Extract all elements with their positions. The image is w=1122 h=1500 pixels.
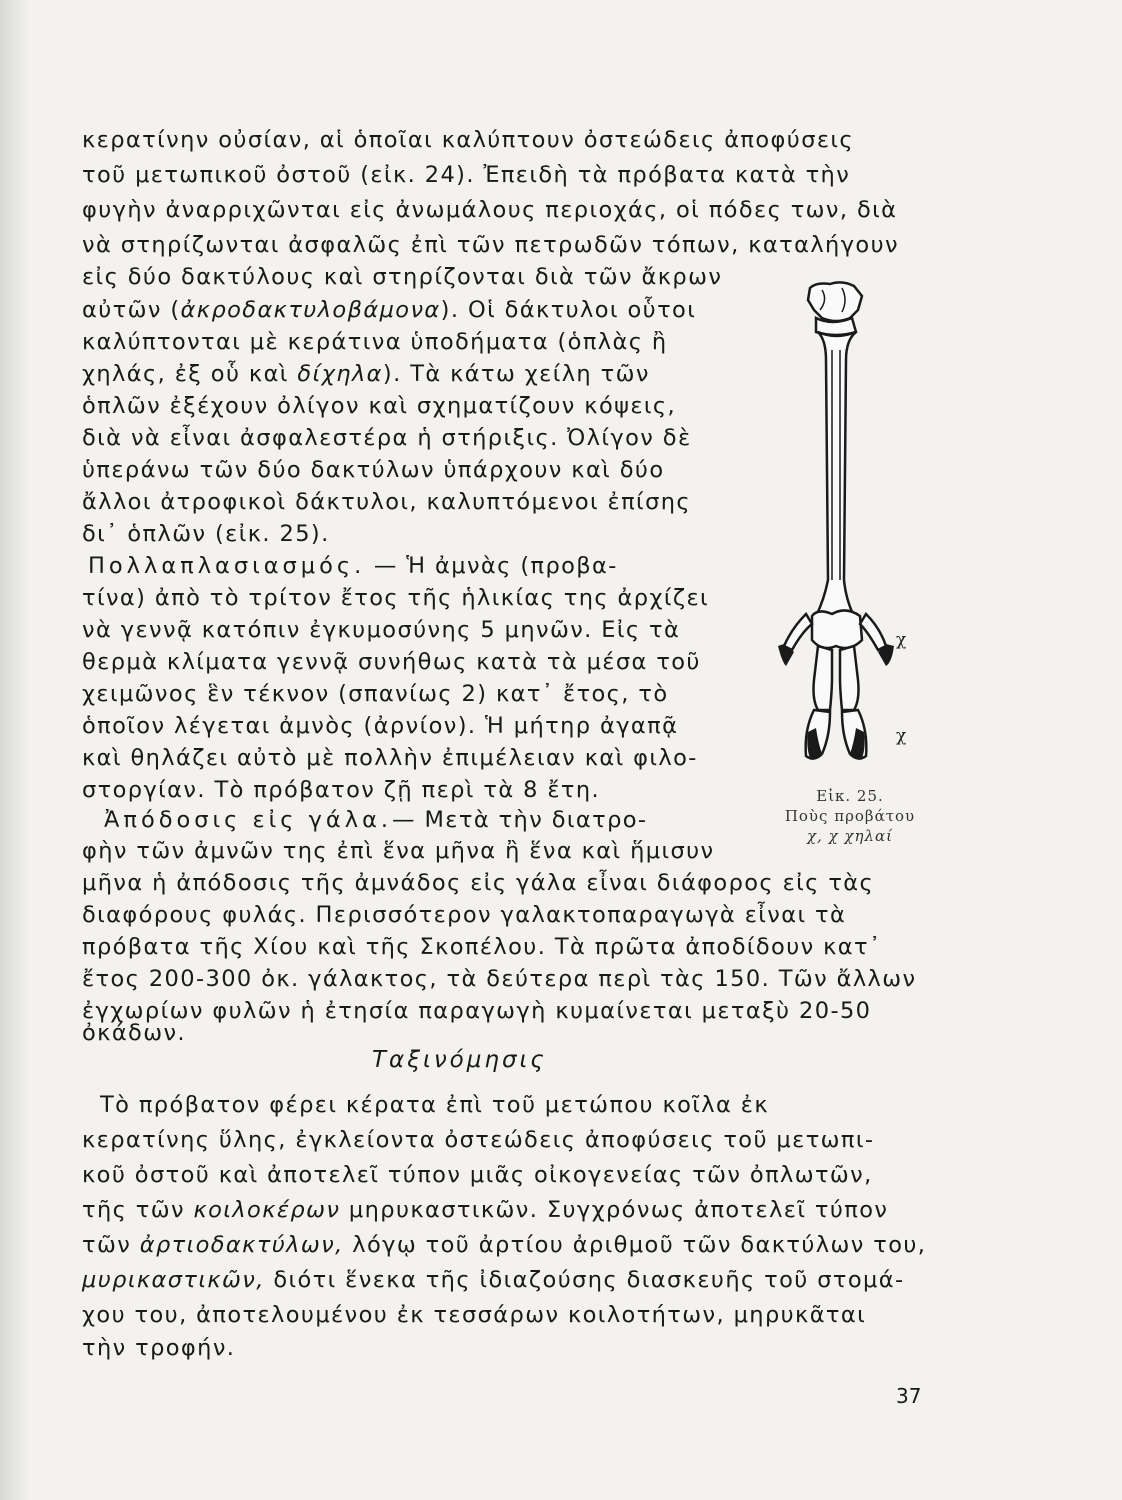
italic-term: κοιλοκέρων [193,1197,341,1223]
text-line: θερμὰ κλίματα γεννᾷ συνήθως κατὰ τὰ μέσα τοῦ [82,649,701,675]
text-line [82,1195,888,1225]
text-line: κερατίνην οὐσίαν, αἱ ὁποῖαι καλύπτουν ὀστεώδεις ἀποφύσεις [82,127,855,153]
text-span: χηλάς, ἐξ οὗ καὶ [82,361,289,387]
text-line: ὑπεράνω τῶν δύο δακτύλων ὑπάρχουν καὶ δύο [82,457,665,483]
text-span: λόγῳ τοῦ ἀρτίου ἀριθμοῦ τῶν δακτύλων του, [352,1232,927,1258]
text-line: καλύπτονται μὲ κεράτινα ὑποδήματα (ὁπλὰς ἢ [82,329,668,355]
figure-caption-number: Εἰκ. 25. [816,787,884,805]
figure-caption-title: Ποὺς προβάτου [784,807,916,825]
text-span: αὐτῶν ( [82,297,181,323]
text-line: νὰ στηρίζωνται ἀσφαλῶς ἐπὶ τῶν πετρωδῶν τόπων, καταλήγουν [82,232,899,258]
text-line: φυγὴν ἀναρριχῶνται εἰς ἀνωμάλους περιοχάς, οἱ πόδες των, διὰ [82,197,898,223]
italic-term: ἀκροδακτυλοβάμονα [180,297,441,323]
figure-caption [780,786,920,846]
text-line: κοῦ ὀστοῦ καὶ ἀποτελεῖ τύπον μιᾶς οἰκογενείας τῶν ὀπλωτῶν, [82,1162,873,1188]
italic-term: ἀρτιοδακτύλων, [139,1232,344,1258]
text-line: εἰς δύο δακτύλους καὶ στηρίζονται διὰ τῶν ἄκρων [82,264,723,290]
text-line: τὴν τροφήν. [82,1335,236,1361]
text-line: τοῦ μετωπικοῦ ὀστοῦ (εἰκ. 24). Ἐπειδὴ τὰ πρόβατα κατὰ τὴν [82,162,851,188]
text-line: διὰ νὰ εἶναι ἀσφαλεστέρα ἡ στήριξις. Ὀλίγον δὲ [82,425,692,451]
text-line: ὁποῖον λέγεται ἀμνὸς (ἀρνίον). Ἡ μήτηρ ἀγαπᾷ [82,713,679,739]
text-span: τῆς τῶν [82,1197,185,1223]
text-line [82,1265,904,1295]
section-title: Ἀπόδοσις εἰς γάλα. [104,807,393,833]
text-span: ). Τὰ κάτω χείλη τῶν [382,361,650,387]
page-edge-shadow [0,0,30,1500]
text-line [82,295,696,325]
text-line: νὰ γεννᾷ κατόπιν ἐγκυμοσύνης 5 μηνῶν. Εἰς τὰ [82,617,681,643]
text-line: ἔτος 200-300 ὀκ. γάλακτος, τὰ δεύτερα περὶ τὰς 150. Τῶν ἄλλων [82,966,917,992]
text-line: στοργίαν. Τὸ πρόβατον ζῇ περὶ τὰ 8 ἔτη. [82,777,601,803]
text-line [82,1230,926,1260]
text-line: τίνα) ἀπὸ τὸ τρίτον ἔτος τῆς ἡλικίας της ἀρχίζει [82,585,710,611]
page-number: 37 [896,1384,922,1408]
text-line: ἐγχωρίων φυλῶν ἡ ἐτησία παραγωγὴ κυμαίνεται μεταξὺ 20-50 [82,998,872,1024]
text-span: ). Οἱ δάκτυλοι οὗτοι [440,297,697,323]
text-line [88,551,618,581]
figure-marker-upper: χ [896,630,907,650]
text-line: χου του, ἀποτελουμένου ἐκ τεσσάρων κοιλοτήτων, μηρυκᾶται [82,1302,867,1328]
text-line: ἄλλοι ἀτροφικοὶ δάκτυλοι, καλυπτόμενοι ἐπίσης [82,489,691,515]
text-line: μῆνα ἡ ἀπόδοσις τῆς ἀμνάδος εἰς γάλα εἶναι διάφορος εἰς τὰς [82,870,875,896]
text-line: Τὸ πρόβατον φέρει κέρατα ἐπὶ τοῦ μετώπου κοῖλα ἐκ [100,1092,770,1118]
text-line: κερατίνης ὕλης, ἐγκλείοντα ὀστεώδεις ἀποφύσεις τοῦ μετωπι- [82,1127,875,1153]
text-line: χειμῶνος ἓν τέκνον (σπανίως 2) κατ᾽ ἔτος, τὸ [82,681,669,707]
figure-marker-lower: χ [896,726,907,746]
text-span: μηρυκαστικῶν. Συγχρόνως ἀποτελεῖ τύπον [348,1197,889,1223]
section-title: Πολλαπλασιασμός. [88,553,366,579]
text-line: καὶ θηλάζει αὐτὸ μὲ πολλὴν ἐπιμέλειαν καὶ φιλο- [82,745,698,771]
text-span: — Ἡ ἀμνὰς (προβα- [373,553,618,579]
text-line: διαφόρους φυλάς. Περισσότερον γαλακτοπαραγωγὰ εἶναι τὰ [82,902,847,928]
text-line: φὴν τῶν ἀμνῶν της ἐπὶ ἕνα μῆνα ἢ ἕνα καὶ ἥμισυν [82,838,715,864]
italic-term: δίχηλα [297,361,383,387]
figure-caption-legend: χ, χ χηλαί [806,827,894,845]
text-span: διότι ἕνεκα τῆς ἰδιαζούσης διασκευῆς τοῦ στομά- [273,1267,905,1293]
text-line [82,359,650,389]
text-line: πρόβατα τῆς Χίου καὶ τῆς Σκοπέλου. Τὰ πρῶτα ἀποδίδουν κατ᾽ [82,934,882,960]
section-heading: Ταξινόμησις [372,1047,547,1073]
text-line: ὀκάδων. [82,1020,186,1046]
text-span: τῶν [82,1232,132,1258]
text-line [104,805,647,835]
sheep-foot-illustration [770,280,930,780]
text-span: — Μετὰ τὴν διατρο- [392,807,648,833]
text-line: ὁπλῶν ἐξέχουν ὀλίγον καὶ σχηματίζουν κόψεις, [82,393,677,419]
italic-term: μυρικαστικῶν, [82,1267,265,1293]
text-line: δι᾽ ὁπλῶν (εἰκ. 25). [82,521,330,547]
